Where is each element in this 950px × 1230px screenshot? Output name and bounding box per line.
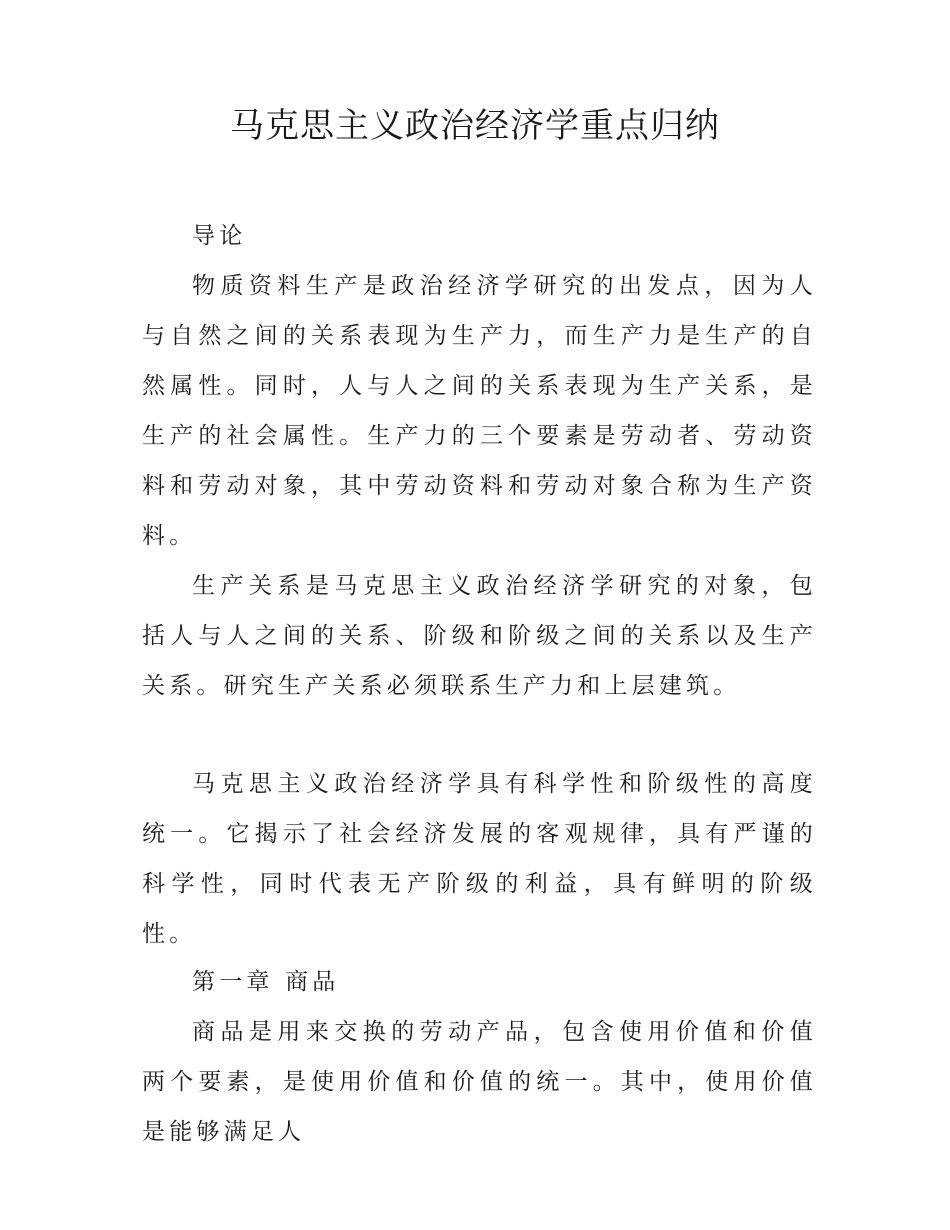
paragraph-science-and-class: 马克思主义政治经济学具有科学性和阶级性的高度统一。它揭示了社会经济发展的客观规律，具有严谨的科学性，同时代表无产阶级的利益，具有鲜明的阶级性。 bbox=[142, 771, 817, 947]
paragraph-productive-forces: 物质资料生产是政治经济学研究的出发点，因为人与自然之间的关系表现为生产力，而生产力是生产的自然属性。同时，人与人之间的关系表现为生产关系，是生产的社会属性。生产力的三个要素是劳动者、劳动资料和劳动对象，其中劳动资料和劳动对象合称为生产资料。 bbox=[142, 273, 817, 549]
page-title: 马克思主义政治经济学重点归纳 bbox=[230, 106, 720, 146]
section-heading-chapter-one: 第一章 商品 bbox=[192, 969, 340, 995]
section-heading-intro: 导论 bbox=[192, 223, 247, 249]
paragraph-commodity: 商品是用来交换的劳动产品，包含使用价值和价值两个要素，是使用价值和价值的统一。其中，使用价值是能够满足人 bbox=[142, 1019, 817, 1145]
paragraph-relations-of-production: 生产关系是马克思主义政治经济学研究的对象，包括人与人之间的关系、阶级和阶级之间的关系以及生产关系。研究生产关系必须联系生产力和上层建筑。 bbox=[142, 573, 817, 699]
